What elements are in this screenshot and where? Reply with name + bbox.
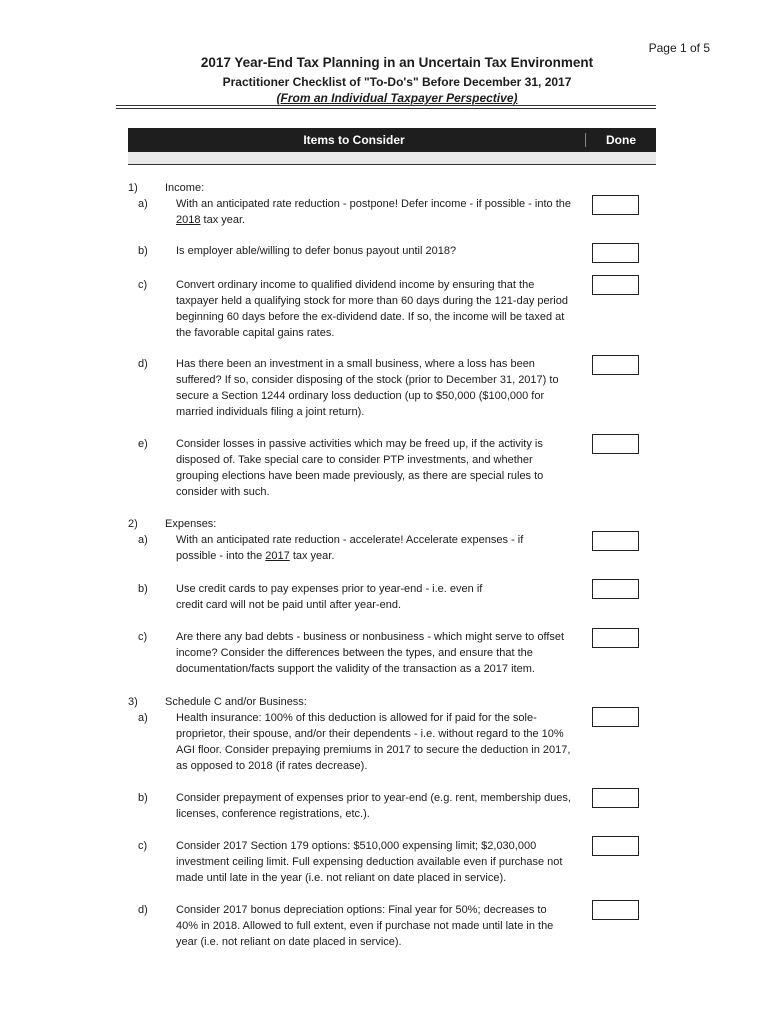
section-number: 1) [128, 182, 138, 194]
item-label: c) [138, 279, 148, 291]
item-text [176, 196, 571, 228]
done-column-header: Done [585, 133, 656, 147]
done-checkbox[interactable] [592, 628, 639, 648]
item-text: Health insurance: 100% of this deduction is allowed for if paid for the sole-proprietor, their spouse, and/or their dependents - i.e. without regard to the 10% AGI floor. Consider prepaying premiums in 2017 to secure the deduction in 2017, as opposed to 2018 (if rates decrease). [176, 712, 571, 772]
item-text: Consider losses in passive activities which may be freed up, if the activity is disposed of. Take special care to consider PTP investments, and whether grouping elections have been made previously, as there are special rules to consider with such. [176, 438, 544, 498]
done-checkbox[interactable] [592, 243, 639, 263]
section-number: 3) [128, 696, 138, 708]
done-checkbox[interactable] [592, 434, 639, 454]
done-checkbox[interactable] [592, 900, 639, 920]
item-text-part: With an anticipated rate reduction - postpone! Defer income - if possible - into the [176, 198, 571, 210]
done-checkbox[interactable] [592, 707, 639, 727]
done-checkbox[interactable] [592, 531, 639, 551]
item-label: a) [138, 534, 148, 546]
section-title: Schedule C and/or Business: [165, 696, 307, 708]
item-text-part: tax year. [200, 214, 246, 226]
item-label: b) [138, 583, 148, 595]
item-text: Convert ordinary income to qualified dividend income by ensuring that the taxpayer held a qualifying stock for more than 60 days during the 121-day period beginning 60 days before the ex-dividend date. If so, the income will be taxed at the favorable capital gains rates. [176, 279, 568, 339]
item-text: Are there any bad debts - business or nonbusiness - which might serve to offset income? Consider the differences between the types, and ensure that the documentation/facts support the validity of the transaction as a 2017 item. [176, 631, 565, 675]
document-subtitle: Practitioner Checklist of "To-Do's" Before December 31, 2017 [222, 75, 572, 89]
item-label: c) [138, 840, 148, 852]
item-label: a) [138, 712, 148, 724]
item-label: b) [138, 792, 148, 804]
done-checkbox[interactable] [592, 579, 639, 599]
item-label: e) [138, 438, 148, 450]
item-label: b) [138, 245, 148, 257]
section-title: Income: [165, 182, 205, 194]
item-label: a) [138, 198, 148, 210]
document-perspective: (From an Individual Taxpayer Perspective) [276, 91, 518, 105]
item-text-part: tax year. [289, 550, 335, 562]
item-text: Use credit cards to pay expenses prior to year-end - i.e. even if credit card will not be paid until after year-end. [176, 583, 483, 611]
done-checkbox[interactable] [592, 355, 639, 375]
item-text: Consider 2017 bonus depreciation options: Final year for 50%; decreases to 40% in 2018. Allowed to full extent, even if purchase not made until late in the year (i.e. not reliant on date placed in service). [176, 904, 554, 948]
item-underlined-year: 2017 [265, 550, 290, 562]
item-text: Has there been an investment in a small business, where a loss has been suffered? If so, consider disposing of the stock (prior to December 31, 2017) to secure a Section 1244 ordinary loss deduction (up to $50,000 ($100,000 for married individuals filing a joint return). [176, 358, 559, 418]
item-text-part: With an anticipated rate reduction - accelerate! Accelerate expenses - if possible - into the [176, 534, 524, 562]
done-checkbox[interactable] [592, 195, 639, 215]
items-column-header: Items to Consider [303, 133, 405, 147]
item-text [176, 532, 556, 564]
done-checkbox[interactable] [592, 275, 639, 295]
section-title: Expenses: [165, 518, 217, 530]
item-text: Consider 2017 Section 179 options: $510,000 expensing limit; $2,030,000 investment ceiling limit. Full expensing deduction available even if purchase not made until late in the year (i.e. not reliant on date placed in service). [176, 840, 563, 884]
item-label: c) [138, 631, 148, 643]
item-underlined-year: 2018 [176, 214, 201, 226]
document-title: 2017 Year-End Tax Planning in an Uncertain Tax Environment [200, 55, 594, 70]
page-number: Page 1 of 5 [648, 41, 710, 55]
done-checkbox[interactable] [592, 836, 639, 856]
done-checkbox[interactable] [592, 788, 639, 808]
item-label: d) [138, 358, 148, 370]
item-text: Consider prepayment of expenses prior to year-end (e.g. rent, membership dues, licenses, conference registrations, etc.). [176, 792, 571, 820]
item-label: d) [138, 904, 148, 916]
section-number: 2) [128, 518, 138, 530]
item-text: Is employer able/willing to defer bonus payout until 2018? [176, 245, 457, 257]
